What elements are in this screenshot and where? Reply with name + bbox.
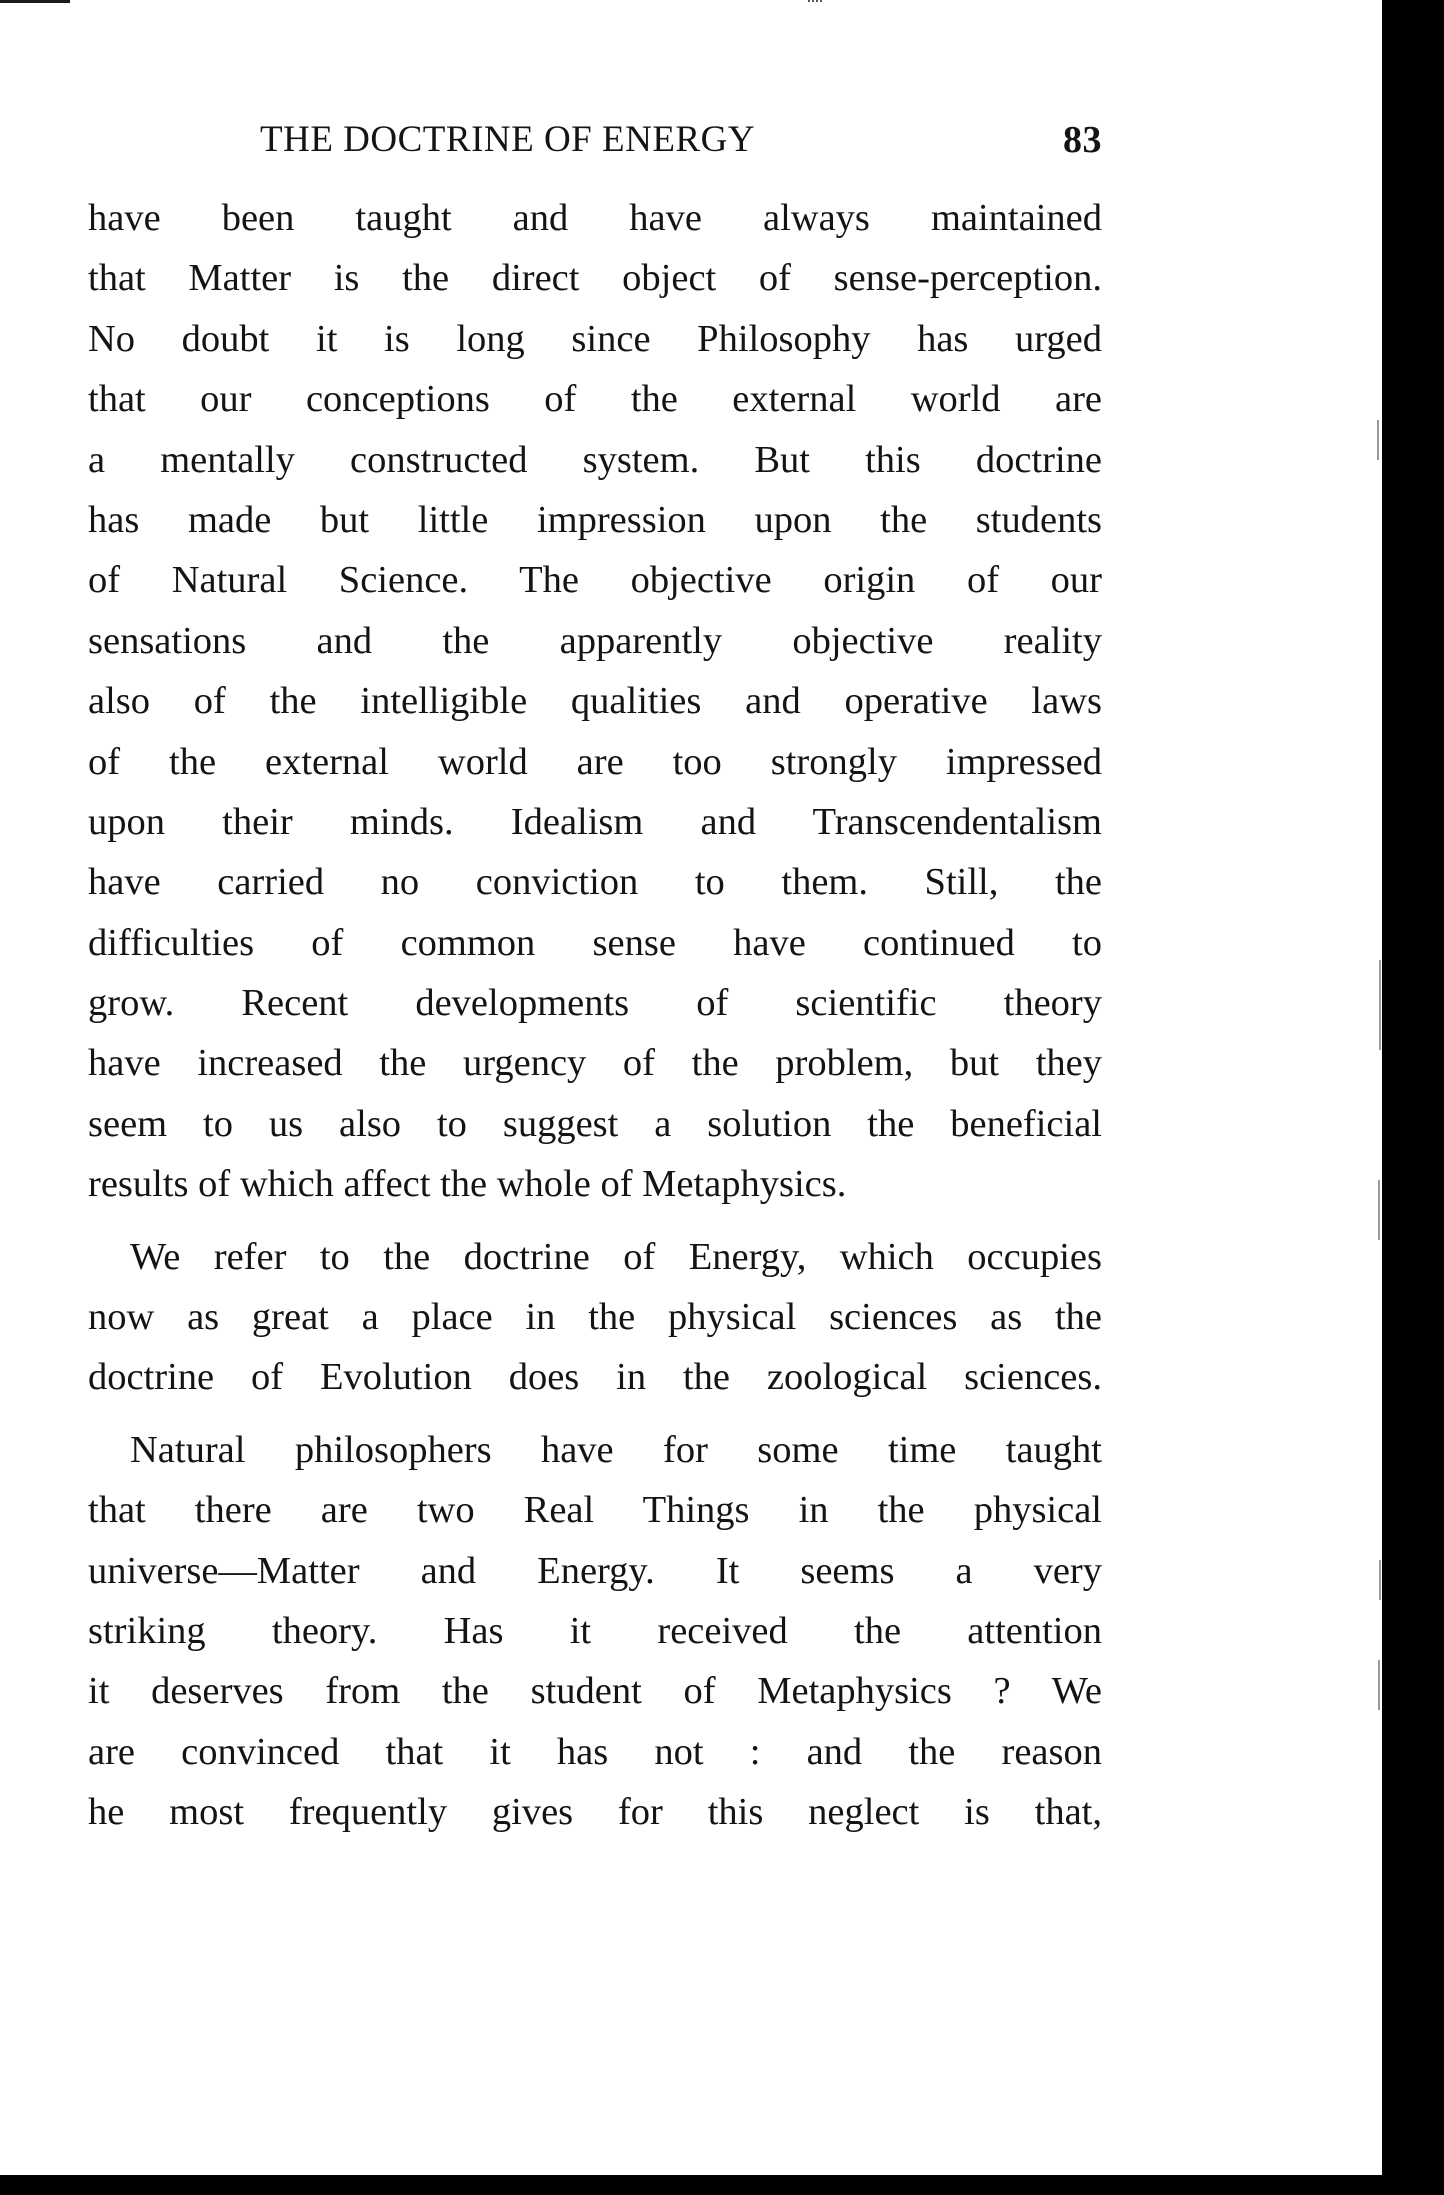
text-line: it deserves from the student of Metaphysics ? We (88, 1670, 1102, 1713)
text-line: We refer to the doctrine of Energy, which occupies (130, 1235, 1102, 1278)
scan-speck (1379, 1560, 1381, 1600)
text-line: that there are two Real Things in the physical (88, 1489, 1102, 1532)
text-line: that our conceptions of the external world are (88, 378, 1102, 421)
text-line: sensations and the apparently objective reality (88, 619, 1102, 662)
running-title: THE DOCTRINE OF ENERGY (260, 119, 756, 160)
text-line: grow. Recent developments of scientific theory (88, 982, 1102, 1025)
body-text (88, 188, 1102, 1843)
paragraph-2 (88, 1227, 1102, 1408)
text-line: of the external world are too strongly impressed (88, 740, 1102, 783)
text-line: results of which affect the whole of Metaphysics. (88, 1163, 847, 1206)
paragraph-3 (88, 1420, 1102, 1843)
text-line: difficulties of common sense have continued to (88, 921, 1102, 964)
text-line: have been taught and have always maintained (88, 197, 1102, 239)
text-line: also of the intelligible qualities and operative laws (88, 680, 1102, 723)
page-number: 83 (1063, 119, 1102, 161)
text-line: he most frequently gives for this neglect is that, (88, 1791, 1102, 1834)
text-line: a mentally constructed system. But this doctrine (88, 438, 1102, 481)
running-header (88, 118, 1102, 166)
text-line: has made but little impression upon the students (88, 498, 1102, 541)
text-line: that Matter is the direct object of sense-perception. (88, 257, 1102, 300)
text-line: are convinced that it has not : and the reason (88, 1730, 1102, 1773)
scan-speck (1378, 1660, 1380, 1710)
scan-speck (1379, 960, 1381, 1050)
text-line: have increased the urgency of the problem, but they (88, 1042, 1102, 1085)
text-line: upon their minds. Idealism and Transcendentalism (88, 800, 1102, 843)
text-line: Natural philosophers have for some time taught (130, 1428, 1102, 1471)
text-line: have carried no conviction to them. Still, the (88, 861, 1102, 904)
text-line: doctrine of Evolution does in the zoological sciences. (88, 1356, 1102, 1399)
text-line: striking theory. Has it received the attention (88, 1609, 1102, 1652)
book-page (88, 118, 1102, 1855)
text-line: now as great a place in the physical sciences as the (88, 1296, 1102, 1339)
scan-edge-dots (808, 0, 822, 5)
text-line: of Natural Science. The objective origin of our (88, 559, 1102, 602)
scan-right-border (1382, 0, 1444, 2195)
paragraph-1 (88, 188, 1102, 1215)
scan-speck (1377, 420, 1379, 460)
text-line: seem to us also to suggest a solution the beneficial (88, 1102, 1102, 1145)
scan-speck (1378, 1180, 1380, 1240)
scan-bottom-border (0, 2175, 1444, 2195)
text-line: universe—Matter and Energy. It seems a very (88, 1549, 1102, 1592)
scan-edge-rule (0, 0, 70, 3)
text-line: No doubt it is long since Philosophy has urged (88, 317, 1102, 360)
